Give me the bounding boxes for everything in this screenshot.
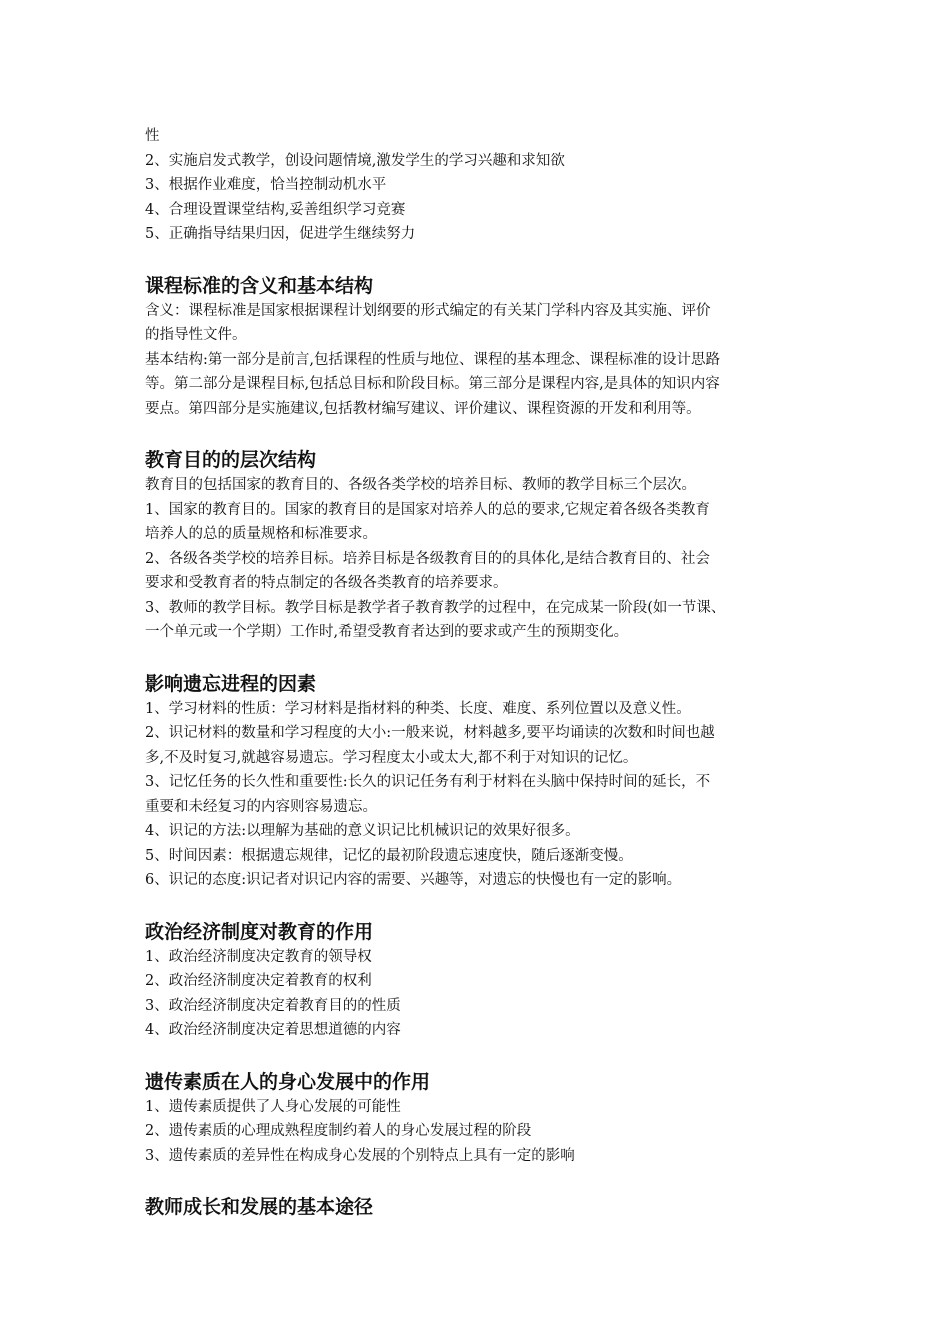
section-heading: 课程标准的含义和基本结构	[145, 274, 374, 297]
section-teacher-growth	[145, 1194, 825, 1220]
paragraph-line: 2、各级各类学校的培养目标。培养目标是各级教育目的的具体化,是结合教育目的、社会	[145, 550, 710, 567]
spacer	[145, 893, 825, 919]
paragraph-line: 1、遗传素质提供了人身心发展的可能性	[145, 1098, 401, 1115]
spacer	[145, 421, 825, 447]
paragraph-line: 6、识记的态度:识记者对识记内容的需要、兴趣等，对遗忘的快慢也有一定的影响。	[145, 872, 682, 888]
intro-list	[145, 124, 825, 247]
intro-line: 3、根据作业难度，恰当控制动机水平	[145, 177, 387, 193]
paragraph-line: 4、政治经济制度决定着思想道德的内容	[145, 1022, 401, 1038]
paragraph-line: 3、教师的教学目标。教学目标是教学者子教育教学的过程中，在完成某一阶段(如一节课、	[145, 599, 726, 616]
paragraph-line: 基本结构:第一部分是前言,包括课程的性质与地位、课程的基本理念、课程标准的设计思路	[145, 351, 720, 368]
paragraph-line: 5、时间因素：根据遗忘规律，记忆的最初阶段遗忘速度快，随后逐渐变慢。	[145, 847, 633, 864]
paragraph-line: 1、国家的教育目的。国家的教育目的是国家对培养人的总的要求,它规定着各级各类教育	[145, 501, 710, 518]
paragraph-line: 教育目的包括国家的教育目的、各级各类学校的培养目标、教师的教学目标三个层次。	[145, 477, 696, 493]
section-political-economic-system	[145, 919, 825, 1043]
document-page	[145, 124, 825, 1220]
section-education-aims	[145, 447, 825, 645]
paragraph-line: 培养人的总的质量规格和标准要求。	[145, 526, 377, 542]
paragraph-line: 1、学习材料的性质：学习材料是指材料的种类、长度、难度、系列位置以及意义性。	[145, 700, 691, 717]
intro-line: 性	[145, 128, 160, 144]
paragraph-line: 含义：课程标准是国家根据课程计划纲要的形式编定的有关某门学科内容及其实施、评价	[145, 302, 711, 319]
paragraph-line: 要求和受教育者的特点制定的各级各类教育的培养要求。	[145, 575, 508, 591]
section-heading: 教育目的的层次结构	[145, 449, 317, 471]
section-heading: 遗传素质在人的身心发展中的作用	[145, 1070, 431, 1093]
paragraph-line: 多,不及时复习,就越容易遗忘。学习程度太小或太大,都不利于对知识的记忆。	[145, 749, 638, 766]
paragraph-line: 2、遗传素质的心理成熟程度制约着人的身心发展过程的阶段	[145, 1123, 532, 1139]
section-heading: 影响遗忘进程的因素	[145, 672, 317, 695]
spacer	[145, 1168, 825, 1194]
paragraph-line: 要点。第四部分是实施建议,包括教材编写建议、评价建议、课程资源的开发和利用等。	[145, 400, 701, 417]
spacer	[145, 1043, 825, 1069]
paragraph-line: 2、政治经济制度决定着教育的权利	[145, 973, 372, 989]
spacer	[145, 247, 825, 273]
section-heading: 教师成长和发展的基本途径	[145, 1196, 374, 1218]
section-heredity	[145, 1069, 825, 1169]
section-curriculum-standard	[145, 273, 825, 422]
section-heading: 政治经济制度对教育的作用	[145, 920, 374, 943]
paragraph-line: 4、识记的方法:以理解为基础的意义识记比机械识记的效果好很多。	[145, 823, 580, 839]
paragraph-line: 1、政治经济制度决定教育的领导权	[145, 948, 372, 965]
paragraph-line: 等。第二部分是课程目标,包括总目标和阶段目标。第三部分是课程内容,是具体的知识内容	[145, 376, 720, 392]
paragraph-line: 一个单元或一个学期）工作时,希望受教育者达到的要求或产生的预期变化。	[145, 624, 629, 640]
paragraph-line: 2、识记材料的数量和学习程度的大小:一般来说，材料越多,要平均诵读的次数和时间也越	[145, 725, 715, 741]
paragraph-line: 3、记忆任务的长久性和重要性:长久的识记任务有利于材料在头脑中保持时间的延长，不	[145, 774, 711, 790]
section-forgetting-factors	[145, 671, 825, 893]
intro-line: 2、实施启发式教学，创设问题情境,激发学生的学习兴趣和求知欲	[145, 152, 565, 169]
paragraph-line: 3、遗传素质的差异性在构成身心发展的个别特点上具有一定的影响	[145, 1147, 575, 1164]
paragraph-line: 的指导性文件。	[145, 327, 247, 343]
spacer	[145, 645, 825, 671]
intro-line: 4、合理设置课堂结构,妥善组织学习竞赛	[145, 201, 406, 218]
intro-line: 5、正确指导结果归因，促进学生继续努力	[145, 226, 416, 242]
paragraph-line: 重要和未经复习的内容则容易遗忘。	[145, 798, 377, 815]
paragraph-line: 3、政治经济制度决定着教育目的的性质	[145, 997, 401, 1014]
